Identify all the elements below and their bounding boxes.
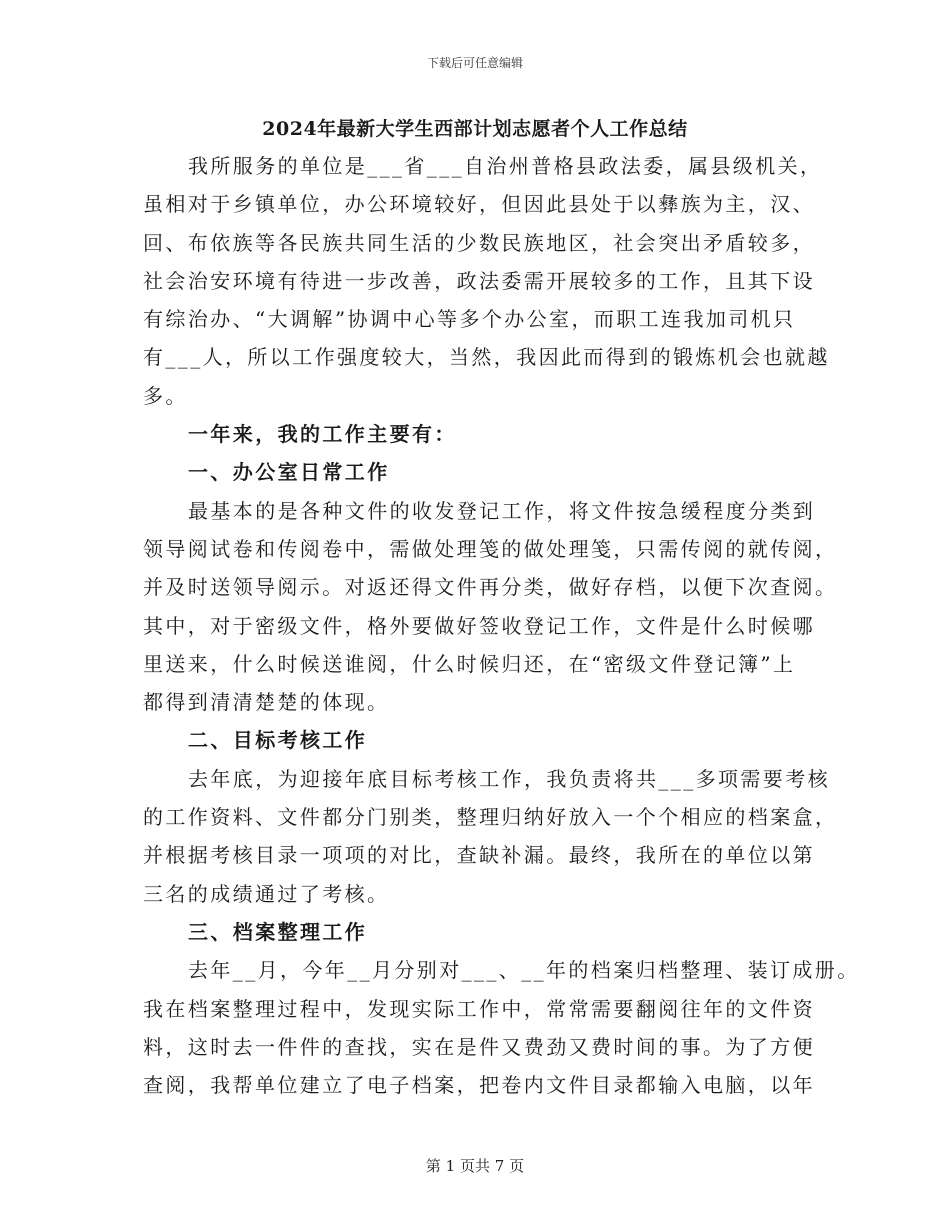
page-number: 第 1 页共 7 页 (425, 1157, 525, 1175)
text-line: 料，这时去一件件的查找，实在是件又费劲又费时间的事。为了方便 (143, 1034, 815, 1059)
section-heading (143, 453, 833, 491)
text-line: 领导阅试卷和传阅卷中，需做处理笺的做处理笺，只需传阅的就传阅， (143, 536, 838, 561)
text-line: 三、档案整理工作 (188, 919, 368, 944)
body-paragraph (143, 492, 838, 722)
text-line: 我在档案整理过程中，发现实际工作中，常常需要翻阅往年的文件资 (143, 996, 815, 1021)
section-heading (143, 415, 833, 453)
text-line: 二、目标考核工作 (188, 728, 368, 753)
text-line: 的工作资料、文件都分门别类，整理归纳好放入一个个相应的档案盒， (143, 805, 838, 830)
text-line: 最基本的是各种文件的收发登记工作，将文件按急缓程度分类到 (188, 498, 816, 523)
body-paragraph (143, 760, 838, 913)
text-line: 我所服务的单位是___省___自治州普格县政法委，属县级机关， (188, 154, 823, 178)
text-line: 虽相对于乡镇单位，办公环境较好，但因此县处于以彝族为主，汉、 (143, 192, 815, 217)
document-body (143, 147, 860, 1104)
text-line: 其中，对于密级文件，格外要做好签收登记工作，文件是什么时候哪 (143, 613, 815, 638)
text-line: 查阅，我帮单位建立了电子档案，把卷内文件目录都输入电脑，以年 (143, 1073, 815, 1098)
text-line: 社会治安环境有待进一步改善，政法委需开展较多的工作，且其下设 (143, 268, 815, 293)
text-line: 都得到清清楚楚的体现。 (143, 690, 390, 715)
text-line: 并及时送领导阅示。对返还得文件再分类，做好存档，以便下次查阅。 (143, 575, 838, 600)
page-header-note: 下载后可任意编辑 (426, 56, 523, 70)
text-line: 去年底，为迎接年底目标考核工作，我负责将共___多项需要考核 (188, 766, 830, 791)
body-paragraph (143, 147, 833, 415)
document-title: 2024年最新大学生西部计划志愿者个人工作总结 (262, 118, 688, 140)
text-line: 里送来，什么时候送谁阅，什么时候归还，在“密级文件登记簿”上 (143, 651, 796, 676)
text-line: 回、布依族等各民族共同生活的少数民族地区，社会突出矛盾较多， (143, 230, 815, 255)
text-line: 去年__月，今年__月分别对___、__年的档案归档整理、装订成册。 (188, 958, 860, 983)
text-line: 多。 (143, 383, 188, 408)
text-line: 有___人，所以工作强度较大，当然，我因此而得到的锻炼机会也就越 (143, 345, 830, 370)
section-heading (143, 913, 833, 951)
text-line: 有综治办、“大调解”协调中心等多个办公室，而职工连我加司机只 (143, 307, 796, 332)
section-heading (143, 721, 833, 759)
text-line: 三名的成绩通过了考核。 (143, 881, 390, 906)
text-line: 一、办公室日常工作 (188, 460, 390, 485)
body-paragraph (143, 951, 860, 1104)
text-line: 一年来，我的工作主要有： (188, 422, 457, 447)
text-line: 并根据考核目录一项项的对比，查缺补漏。最终，我所在的单位以第 (143, 843, 815, 868)
